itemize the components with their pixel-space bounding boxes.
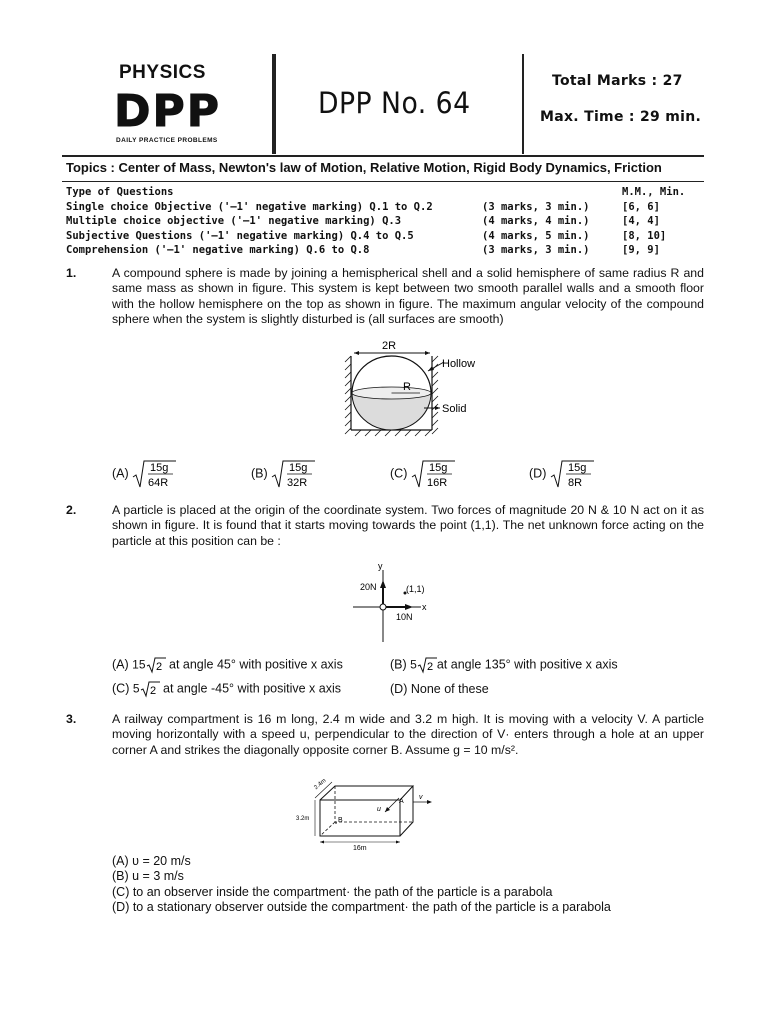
hidden-edge [320, 822, 335, 836]
radius-label: R [403, 381, 411, 393]
question-text: A compound sphere is made by joining a hemispherical shell and a solid hemisphere of same radius R and same mass as shown in figure. This system is kept between two smooth parallel walls and a smooth floor with the hollow hemisphere on the top as shown in figure. The maximum angular velocity of the compound sphere when the system is slightly disturbed is (all surfaces are smooth) [112, 266, 704, 327]
option-label: (C) [390, 466, 408, 481]
u-label: u [377, 806, 381, 813]
option-label: (A) [112, 466, 129, 481]
corner-a-label: A [399, 798, 404, 805]
table-cell: [6, 6] [622, 200, 660, 213]
arrow-head-icon [396, 841, 400, 844]
denominator: 32R [287, 477, 308, 489]
force-10n-label: 10N [396, 612, 413, 622]
coefficient: 15 [132, 657, 146, 672]
question-types-table [66, 186, 706, 259]
dpp-number: DPP No. 64 [318, 86, 471, 120]
table-row [66, 244, 706, 259]
height-label: 3.2m [296, 816, 310, 822]
numerator: 15g [150, 462, 169, 474]
table-cell: (4 marks, 5 min.) [482, 229, 590, 242]
option-a[interactable]: (A) υ = 20 m/s [112, 854, 191, 868]
target-point-label: (1,1) [406, 584, 425, 594]
table-cell: [9, 9] [622, 244, 660, 256]
numerator: 15g [567, 462, 587, 474]
question-text: A railway compartment is 16 m long, 2.4 m wide and 3.2 m high. It is moving with a velocity V. A particle moving horizontally with a speed u, perpendicular to the direction of V· enters through a hole at an upper corner A and strikes the diagonally opposite corner B. Assume g = 10 m/s². [112, 712, 704, 757]
arrow-head-icon [354, 351, 359, 355]
table-cell: (4 marks, 4 min.) [482, 215, 590, 227]
option-c[interactable] [112, 680, 341, 698]
sqrt-fraction [411, 458, 455, 490]
width-label: 2.4m [313, 778, 328, 792]
table-cell: Comprehension ('–1' negative marking) Q.6 to Q.8 [66, 244, 370, 256]
table-row [66, 201, 706, 216]
arrow-head-icon [380, 580, 386, 588]
header [62, 48, 704, 156]
numerator: 15g [289, 462, 308, 474]
coefficient: 5 [410, 657, 417, 672]
radicand: 2 [155, 661, 162, 673]
header-divider [272, 54, 276, 154]
v-label: v [419, 794, 423, 801]
option-b[interactable] [390, 656, 618, 674]
corner-b-label: B [338, 817, 343, 824]
question-3 [66, 712, 706, 762]
compartment-front-face [320, 800, 400, 836]
table-row [66, 230, 706, 245]
denominator: 8R [567, 477, 582, 489]
option-label: (A) [112, 657, 129, 672]
topics-rule [62, 181, 704, 182]
force-20n-label: 20N [360, 582, 377, 592]
table-cell: (3 marks, 3 min.) [482, 244, 590, 256]
option-label: (B) [251, 466, 268, 481]
table-cell: Single choice Objective ('–1' negative marking) Q.1 to Q.2 [66, 200, 433, 213]
table-cell: [4, 4] [622, 215, 660, 227]
table-header-cell: M.M., Min. [622, 186, 686, 198]
dpp-logo: DPP [114, 86, 222, 137]
question-1 [66, 266, 706, 336]
railway-compartment-figure [295, 778, 435, 854]
coefficient: 5 [132, 681, 140, 696]
question-3-options [66, 854, 706, 918]
force-diagram [345, 560, 440, 645]
sqrt-symbol [417, 656, 437, 674]
table-cell: Subjective Questions ('–1' negative marking) Q.4 to Q.5 [66, 229, 414, 242]
table-cell: [8, 10] [622, 229, 667, 242]
sqrt-symbol [146, 656, 166, 674]
option-label: (D) [390, 682, 408, 696]
question-number: 2. [66, 503, 77, 517]
question-text: A particle is placed at the origin of the coordinate system. Two forces of magnitude 20 N & 10 N act on it as shown in figure. It is found that it starts moving towards the point (1,1). The net unknown force acting on the particle at this position can be : [112, 503, 704, 548]
option-b[interactable] [251, 458, 315, 490]
arrow-head-icon [320, 841, 324, 844]
option-c[interactable] [390, 458, 455, 490]
option-text: at angle -45° with positive x axis [159, 681, 342, 696]
dpp-logo-subtitle: DAILY PRACTICE PROBLEMS [116, 137, 218, 144]
total-marks: Total Marks : 27 [552, 73, 683, 89]
sqrt-fraction [132, 458, 176, 490]
option-text: None of these [410, 682, 489, 696]
question-2 [66, 503, 706, 553]
numerator: 15g [428, 462, 448, 474]
sqrt-fraction [271, 458, 315, 490]
header-rule [62, 155, 704, 157]
length-label: 16m [353, 845, 367, 852]
denominator: 16R [426, 477, 448, 489]
option-c[interactable]: (C) to an observer inside the compartment· the path of the particle is a parabola [112, 884, 553, 899]
question-number: 1. [66, 266, 77, 280]
compound-sphere-figure [340, 336, 490, 440]
question-number: 3. [66, 712, 77, 726]
table-cell: (3 marks, 3 min.) [482, 200, 590, 213]
max-time: Max. Time : 29 min. [540, 109, 702, 125]
option-text: at angle 45° with positive x axis [165, 657, 343, 672]
option-a[interactable] [112, 458, 176, 490]
option-label: (C) [112, 681, 130, 696]
table-header-row [66, 186, 706, 201]
subject-title: PHYSICS [119, 62, 206, 83]
denominator: 64R [148, 477, 169, 489]
arrow-head-icon [427, 800, 432, 804]
header-divider [522, 54, 524, 154]
option-b[interactable]: (B) u = 3 m/s [112, 869, 184, 884]
solid-label: Solid [442, 403, 467, 415]
option-label: (D) [529, 466, 547, 481]
table-cell: Multiple choice objective ('–1' negative marking) Q.3 [66, 215, 402, 227]
option-d[interactable] [390, 682, 489, 696]
option-d[interactable]: (D) to a stationary observer outside the compartment· the path of the particle is a parabola [112, 899, 611, 914]
radicand: 2 [149, 685, 156, 697]
hollow-label: Hollow [442, 358, 476, 370]
option-text: at angle 135° with positive x axis [436, 657, 618, 672]
table-row [66, 215, 706, 230]
origin-point [380, 604, 386, 610]
table-header-cell: Type of Questions [66, 186, 174, 198]
sqrt-fraction [550, 458, 594, 490]
sqrt-symbol [140, 680, 160, 698]
width-label: 2R [382, 340, 397, 352]
x-axis-label: x [422, 602, 427, 612]
topics-line: Topics : Center of Mass, Newton's law of Motion, Relative Motion, Rigid Body Dynamics, Friction [66, 160, 662, 175]
arrow-head-icon [405, 604, 413, 610]
arrow-head-icon [428, 366, 434, 371]
radicand: 2 [426, 661, 433, 673]
option-a[interactable] [112, 656, 343, 674]
option-d[interactable] [529, 458, 594, 490]
corner-b-point [335, 822, 337, 824]
y-axis-label: y [378, 561, 383, 571]
arrow-head-icon [435, 406, 440, 410]
option-label: (B) [390, 657, 407, 672]
arrow-head-icon [425, 351, 430, 355]
